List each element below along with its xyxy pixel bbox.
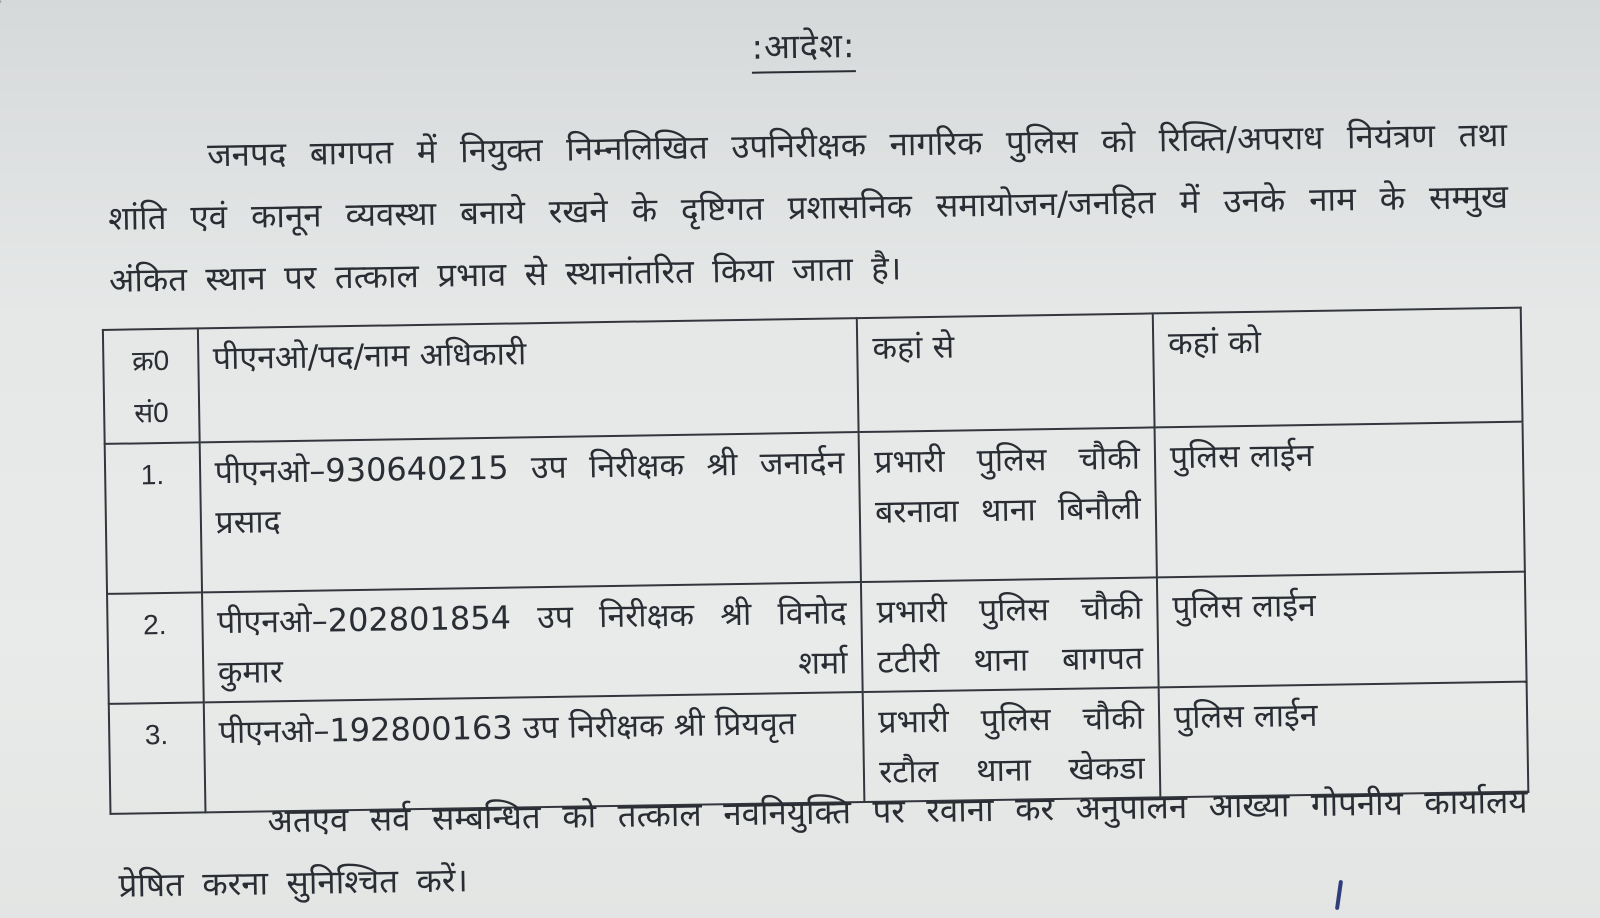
- header-from: कहां से: [857, 313, 1154, 432]
- order-heading-text: :आदेश:: [751, 26, 856, 74]
- row-from: प्रभारी पुलिस चौकी रटौल थाना खेकडा: [863, 687, 1160, 802]
- row-serial: 2.: [107, 592, 203, 703]
- row-from: प्रभारी पुलिस चौकी बरनावा थाना बिनौली: [859, 427, 1157, 582]
- header-officer: पीएनओ/पद/नाम अधिकारी: [197, 318, 858, 442]
- row-officer: पीएनओ–930640215 उप निरीक्षक श्री जनार्दन प्रसाद: [199, 432, 861, 592]
- row-serial: 3.: [109, 702, 205, 813]
- row-to: पुलिस लाईन: [1157, 572, 1527, 688]
- row-to: पुलिस लाईन: [1154, 422, 1524, 578]
- row-from: प्रभारी पुलिस चौकी टटीरी थाना बागपत: [861, 577, 1158, 692]
- row-officer: पीएनओ–192800163 उप निरीक्षक श्री प्रियवृत: [203, 692, 864, 812]
- row-serial: 1.: [105, 442, 202, 593]
- transfer-table: [102, 307, 1529, 815]
- order-heading: [0, 9, 1600, 80]
- row-to: पुलिस लाईन: [1159, 682, 1529, 798]
- header-serial: क्र0 सं0: [103, 328, 199, 443]
- closing-paragraph: अतएव सर्व सम्बन्धित को तत्काल नवनियुक्ति पर रवाना कर अनुपालन आख्या गोपनीय कार्यालय प्रेषित करना सुनिश्चित करें।: [118, 781, 1528, 905]
- intro-paragraph: जनपद बागपत में नियुक्त निम्नलिखित उपनिरीक्षक नागरिक पुलिस को रिक्ति/अपराध नियंत्रण तथा शांति एवं कानून व्यवस्था बनाये रखने के दृष्टिगत प्रशासनिक समायोजन/जनहित में उनके नाम के सम्मुख अंकित स्थान पर तत्काल प्रभाव से स्थानांतरित किया जाता है।: [107, 114, 1509, 300]
- header-to: कहां को: [1153, 308, 1523, 428]
- row-officer: पीएनओ–202801854 उप निरीक्षक श्री विनोद कुमार शर्मा: [202, 582, 863, 702]
- table-row: [105, 422, 1525, 594]
- table-header-row: [103, 308, 1523, 444]
